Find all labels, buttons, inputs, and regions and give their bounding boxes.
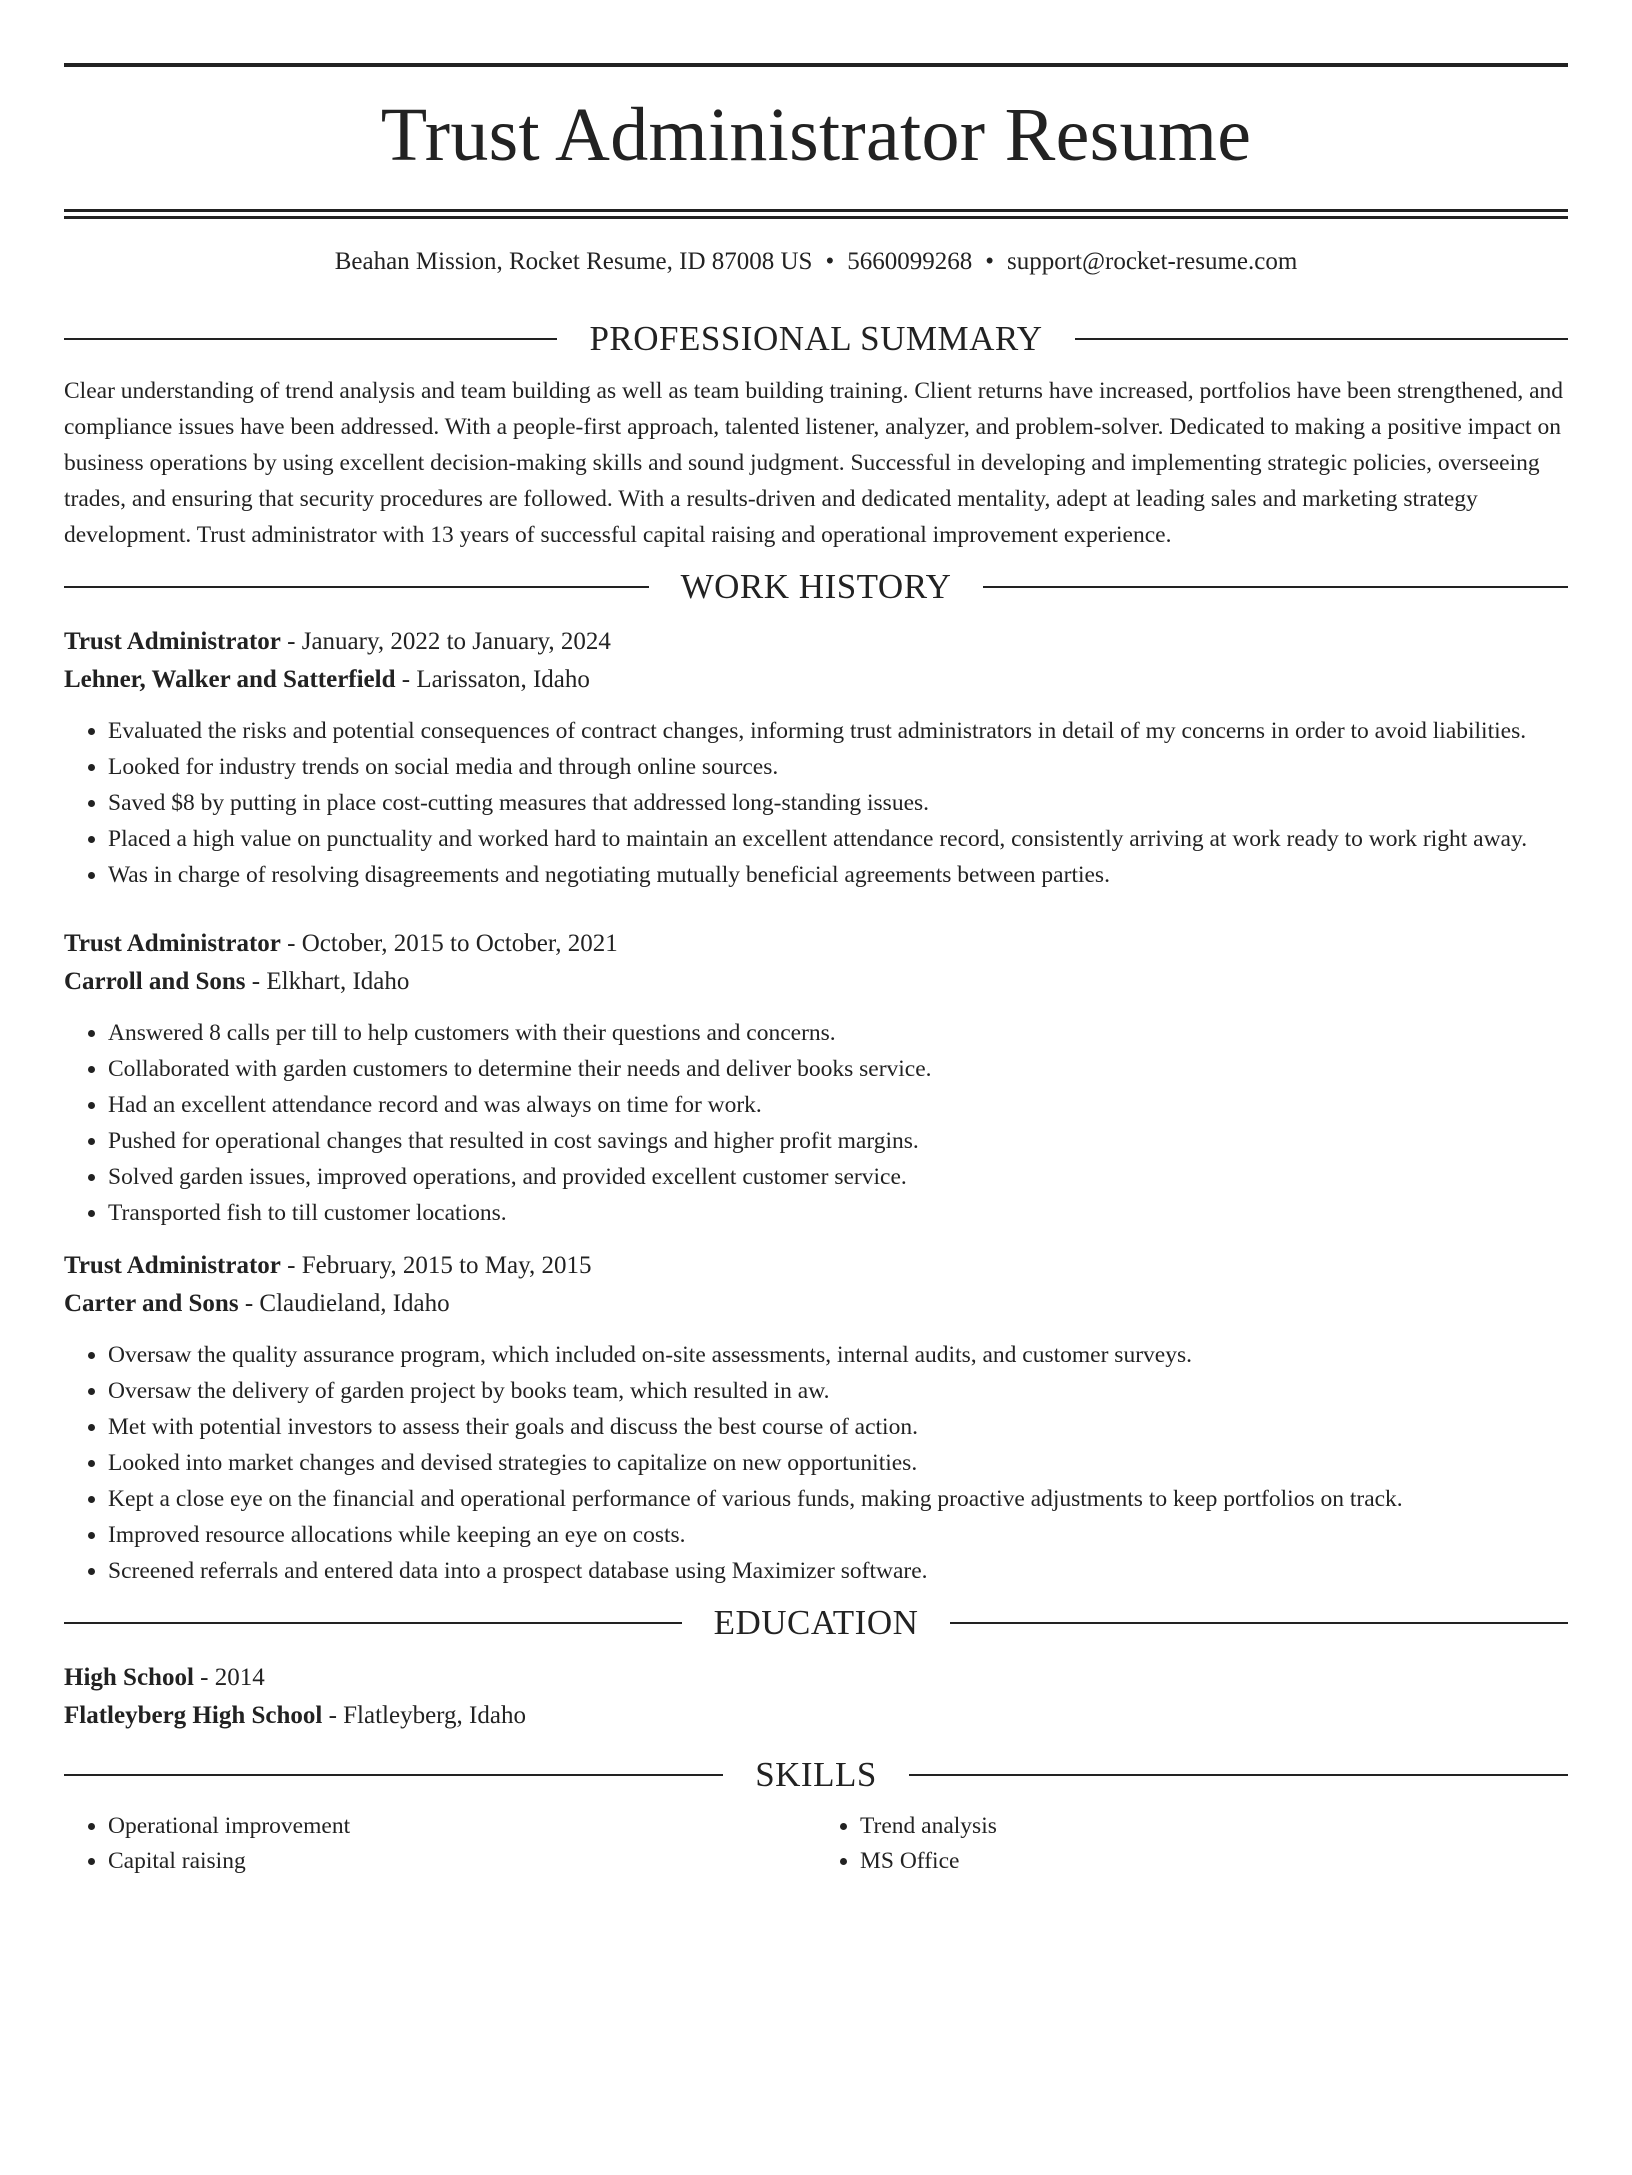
title-double-rule	[64, 209, 1568, 219]
divider-line	[909, 1774, 1568, 1776]
job-bullet: • Had an excellent attendance record and was always on time for work.	[108, 1087, 1568, 1123]
job-bullet: • Saved $8 by putting in place cost-cutting measures that addressed long-standing issues.	[108, 785, 1568, 821]
job-bullet: • Kept a close eye on the financial and operational performance of various funds, making proactive adjustments to keep portfolios on track.	[108, 1481, 1568, 1517]
job-bullet: • Oversaw the delivery of garden project by books team, which resulted in aw.	[108, 1373, 1568, 1409]
job-bullet: • Improved resource allocations while keeping an eye on costs.	[108, 1517, 1568, 1553]
job-bullet: • Answered 8 calls per till to help customers with their questions and concerns.	[108, 1015, 1568, 1051]
contact-line	[64, 247, 1568, 277]
contact-separator: •	[985, 248, 994, 275]
contact-email[interactable]: support@rocket-resume.com	[1006, 248, 1298, 275]
summary-text: Clear understanding of trend analysis and team building as well as team building training. Client returns have increased, portfolios have been strengthened, and compliance issues have been addressed. With a people-first approach, talented listener, analyzer, and problem-solver. Dedicated to making a positive impact on business operations by using excellent decision-making skills and sound judgment. Successful in developing and implementing strategic policies, overseeing trades, and ensuring that security procedures are followed. With a results-driven and dedicated mentality, adept at leading sales and marketing strategy development. Trust administrator with 13 years of successful capital raising and operational improvement experience.	[64, 378, 1564, 548]
skill-item: • MS Office	[860, 1844, 1568, 1879]
job-bullet: • Evaluated the risks and potential consequences of contract changes, informing trust administrators in detail of my concerns in order to avoid liabilities.	[108, 713, 1568, 749]
job-bullets	[64, 713, 1568, 893]
skill-item: • Trend analysis	[860, 1809, 1568, 1844]
job-bullet: • Collaborated with garden customers to determine their needs and deliver books service.	[108, 1051, 1568, 1087]
job-bullet: • Looked into market changes and devised strategies to capitalize on new opportunities.	[108, 1445, 1568, 1481]
job-entry	[64, 623, 1568, 893]
section-header-education	[64, 1603, 1568, 1643]
job-bullet: • Met with potential investors to assess their goals and discuss the best course of action.	[108, 1409, 1568, 1445]
job-company: Carroll and Sons	[64, 968, 246, 995]
job-dates: - October, 2015 to October, 2021	[280, 930, 618, 957]
job-company-line	[64, 661, 1568, 699]
job-entry	[64, 1247, 1568, 1589]
divider-line	[983, 586, 1568, 588]
section-title-education: EDUCATION	[713, 1603, 919, 1642]
resume-title: Trust Administrator Resume	[380, 93, 1252, 177]
job-bullet: • Screened referrals and entered data into a prospect database using Maximizer software.	[108, 1553, 1568, 1589]
divider-line	[64, 1774, 723, 1776]
education-degree-line	[64, 1659, 1568, 1697]
job-bullet: • Looked for industry trends on social media and through online sources.	[108, 749, 1568, 785]
education-school-line	[64, 1697, 1568, 1735]
job-title: Trust Administrator	[64, 628, 281, 655]
job-bullet: • Placed a high value on punctuality and worked hard to maintain an excellent attendance record, consistently arriving at work ready to work right away.	[108, 821, 1568, 857]
job-bullet: • Was in charge of resolving disagreements and negotiating mutually beneficial agreements between parties.	[108, 857, 1568, 893]
divider-line	[64, 1622, 682, 1624]
section-header-skills	[64, 1755, 1568, 1795]
job-location: - Claudieland, Idaho	[238, 1290, 450, 1317]
contact-separator: •	[825, 248, 835, 275]
job-location: - Elkhart, Idaho	[245, 968, 410, 995]
job-bullet: • Solved garden issues, improved operations, and provided excellent customer service.	[108, 1159, 1568, 1195]
divider-line	[64, 586, 649, 588]
job-company: Lehner, Walker and Satterfield	[64, 666, 396, 693]
job-title-line	[64, 623, 1568, 661]
contact-address: Beahan Mission, Rocket Resume, ID 87008 US	[334, 248, 813, 275]
section-title-work: WORK HISTORY	[680, 567, 952, 606]
job-title: Trust Administrator	[64, 1252, 281, 1279]
education-year: - 2014	[193, 1664, 265, 1691]
contact-phone: 5660099268	[847, 248, 973, 275]
resume-page	[0, 63, 1632, 2175]
job-bullet: • Oversaw the quality assurance program, which included on-site assessments, internal audits, and customer surveys.	[108, 1337, 1568, 1373]
job-title: Trust Administrator	[64, 930, 281, 957]
job-dates: - January, 2022 to January, 2024	[280, 628, 611, 655]
skill-item: • Capital raising	[108, 1844, 816, 1879]
job-bullet: • Transported fish to till customer locations.	[108, 1195, 1568, 1231]
job-bullets	[64, 1337, 1568, 1589]
skills-column-right	[816, 1809, 1568, 1879]
job-bullets	[64, 1015, 1568, 1231]
divider-line	[950, 1622, 1568, 1624]
job-title-line	[64, 925, 1568, 963]
section-header-summary	[64, 319, 1568, 359]
section-title-summary: PROFESSIONAL SUMMARY	[589, 319, 1043, 358]
job-company-line	[64, 963, 1568, 1001]
job-bullet: • Pushed for operational changes that resulted in cost savings and higher profit margins.	[108, 1123, 1568, 1159]
skills-grid	[64, 1809, 1568, 1879]
job-location: - Larissaton, Idaho	[395, 666, 590, 693]
divider-line	[1075, 338, 1568, 340]
section-header-work	[64, 567, 1568, 607]
job-title-line	[64, 1247, 1568, 1285]
education-degree: High School	[64, 1664, 194, 1691]
job-company: Carter and Sons	[64, 1290, 239, 1317]
job-dates: - February, 2015 to May, 2015	[280, 1252, 592, 1279]
divider-line	[64, 338, 557, 340]
job-company-line	[64, 1285, 1568, 1323]
education-school: Flatleyberg High School	[64, 1702, 323, 1729]
education-location: - Flatleyberg, Idaho	[322, 1702, 526, 1729]
job-entry	[64, 925, 1568, 1231]
section-title-skills: SKILLS	[755, 1755, 877, 1794]
skills-column-left	[64, 1809, 816, 1879]
education-entry	[64, 1659, 1568, 1735]
skill-item: • Operational improvement	[108, 1809, 816, 1844]
